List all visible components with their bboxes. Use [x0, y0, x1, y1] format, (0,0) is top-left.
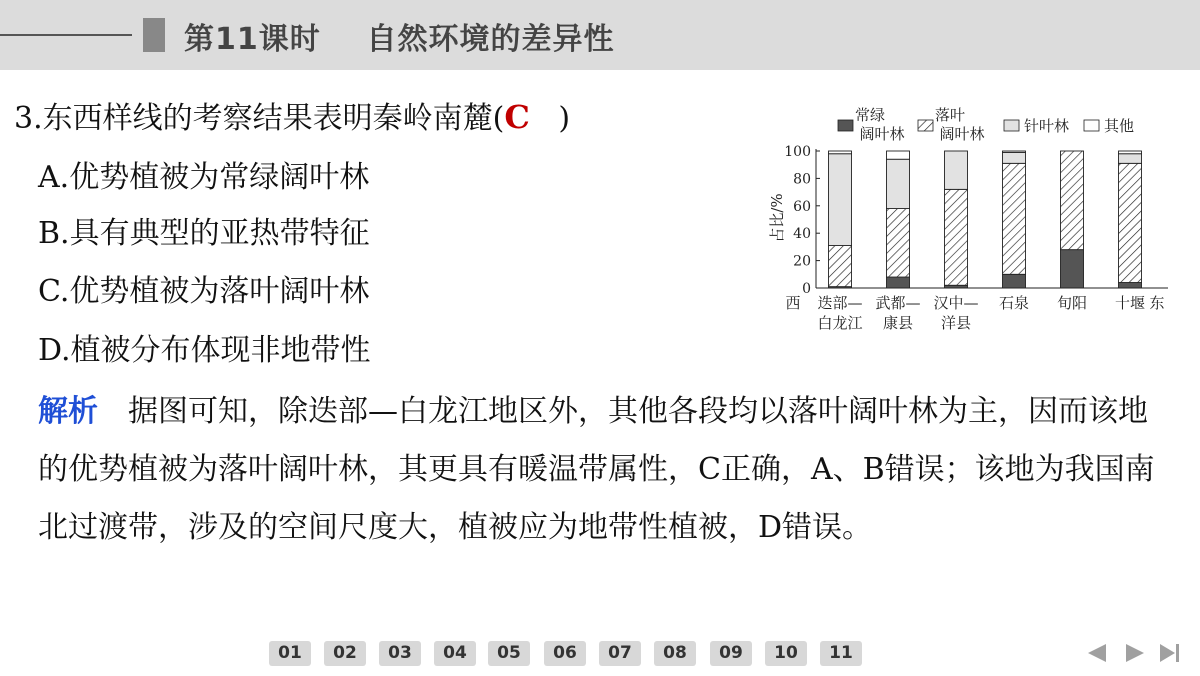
y-tick-label: 80	[793, 171, 811, 188]
option-a: A.优势植被为常绿阔叶林	[38, 160, 370, 195]
x-tick-label: 迭部—	[817, 294, 863, 312]
lesson-title: 第11课时 自然环境的差异性	[184, 22, 615, 57]
bar-segment	[1003, 163, 1026, 274]
bar-segment	[829, 154, 852, 246]
page-button-11[interactable]: 11	[820, 641, 862, 666]
page-button-08[interactable]: 08	[654, 641, 696, 666]
last-arrow-triangle	[1160, 644, 1175, 662]
bar-segment	[829, 246, 852, 287]
page-button-09[interactable]: 09	[710, 641, 752, 666]
page-button-06[interactable]: 06	[544, 641, 586, 666]
question-text: 3.东西样线的考察结果表明秦岭南麓(	[14, 101, 505, 136]
header-decoration-line	[0, 34, 132, 36]
legend-label: 阔叶林	[939, 125, 985, 143]
x-tick-label: 武都—	[875, 294, 921, 312]
page-button-07[interactable]: 07	[599, 641, 641, 666]
page-button-10[interactable]: 10	[765, 641, 807, 666]
legend-swatch	[918, 120, 933, 131]
x-axis-east-label: 东	[1149, 294, 1165, 312]
analysis-label: 解析	[38, 394, 98, 429]
legend-label: 针叶林	[1024, 117, 1070, 135]
last-arrow-bar	[1176, 644, 1179, 662]
page-button-04[interactable]: 04	[434, 641, 476, 666]
y-tick-label: 0	[802, 281, 811, 297]
header-bar	[0, 0, 1200, 70]
legend-swatch	[1084, 120, 1099, 131]
option-c: C.优势植被为落叶阔叶林	[38, 274, 370, 309]
y-tick-label: 40	[793, 226, 811, 243]
legend-label: 其他	[1104, 117, 1135, 135]
page-button-02[interactable]: 02	[324, 641, 366, 666]
previous-slide-arrow-icon[interactable]	[1088, 644, 1106, 662]
legend-label: 阔叶林	[859, 125, 905, 143]
x-tick-label: 旬阳	[1056, 294, 1088, 312]
bar-segment	[1003, 152, 1026, 163]
legend-label: 落叶	[934, 106, 966, 124]
analysis-text: 据图可知，除迭部—白龙江地区外，其他各段均以落叶阔叶林为主，因而该地的优势植被为落叶阔叶林，其更具有暖温带属性，C正确，A、B错误；该地为我国南北过渡带，涉及的空间尺度大，植被应为地带性植被，D错误。	[38, 394, 1155, 545]
page-button-03[interactable]: 03	[379, 641, 421, 666]
question-stem	[14, 93, 570, 137]
x-tick-label: 十堰	[1114, 294, 1146, 312]
bar-segment	[1003, 151, 1026, 152]
bar-segment	[1119, 283, 1142, 288]
answer-letter: C	[504, 98, 530, 136]
y-tick-label: 100	[784, 144, 811, 160]
last-slide-arrow-icon[interactable]	[1160, 644, 1184, 662]
bar-segment	[1119, 154, 1142, 164]
bar-segment	[1119, 163, 1142, 282]
x-tick-label: 石泉	[998, 294, 1030, 312]
bar-segment	[887, 151, 910, 159]
analysis-paragraph	[38, 383, 1173, 557]
x-tick-label: 康县	[882, 314, 914, 332]
y-tick-label: 20	[793, 253, 811, 270]
x-tick-label: 白龙江	[817, 314, 863, 332]
page-button-05[interactable]: 05	[488, 641, 530, 666]
next-slide-arrow-icon[interactable]	[1126, 644, 1144, 662]
bar-segment	[1061, 250, 1084, 288]
bar-segment	[945, 189, 968, 285]
slide-navigation	[0, 641, 1200, 667]
bar-segment	[1119, 151, 1142, 154]
question-close-paren: )	[558, 101, 571, 136]
bar-segment	[887, 159, 910, 208]
legend-swatch	[1004, 120, 1019, 131]
x-tick-label: 洋县	[940, 314, 972, 332]
bar-segment	[1061, 151, 1084, 250]
option-d: D.植被分布体现非地带性	[38, 333, 371, 368]
bar-segment	[887, 209, 910, 278]
bar-segment	[1003, 274, 1026, 288]
option-b: B.具有典型的亚热带特征	[38, 216, 370, 251]
x-axis-west-label: 西	[785, 294, 801, 312]
bar-segment	[945, 151, 968, 189]
bar-segment	[887, 277, 910, 288]
x-tick-label: 汉中—	[933, 294, 979, 312]
bar-segment	[829, 151, 852, 154]
legend-label: 常绿	[854, 106, 886, 124]
vegetation-stacked-bar-chart	[768, 100, 1178, 345]
y-tick-label: 60	[793, 198, 811, 215]
y-axis-label: 占比/%	[768, 193, 786, 243]
page-button-01[interactable]: 01	[269, 641, 311, 666]
legend-swatch	[838, 120, 853, 131]
header-decoration-block	[143, 18, 165, 52]
